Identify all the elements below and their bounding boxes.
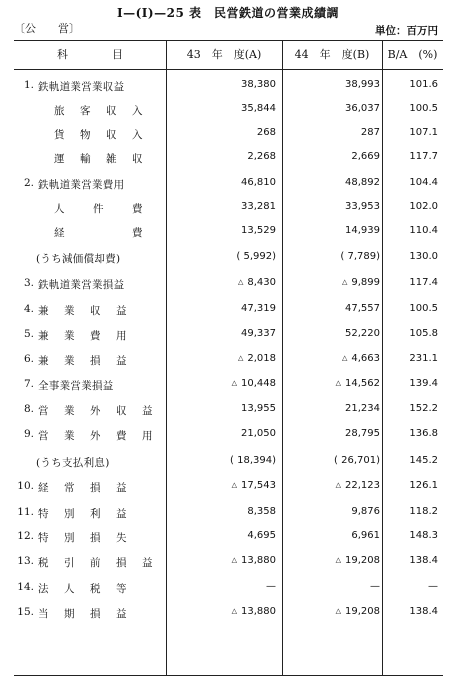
negative-mark: △ bbox=[341, 354, 348, 362]
row-number: 15. bbox=[17, 606, 34, 618]
value-ratio bbox=[380, 555, 438, 566]
cell-value: 102.0 bbox=[409, 201, 438, 212]
value-fy44 bbox=[286, 378, 380, 389]
cell-value: 268 bbox=[256, 127, 276, 138]
row-label: 経 費 bbox=[54, 227, 145, 239]
value-ratio bbox=[380, 506, 438, 517]
row-label: 兼 業 費 用 bbox=[38, 330, 129, 342]
row-label: 特 別 損 失 bbox=[38, 532, 129, 544]
unit-label: 単位：百万円 bbox=[375, 25, 438, 37]
value-fy43 bbox=[172, 378, 276, 389]
category-label: 〔公 営〕 bbox=[14, 22, 80, 35]
value-fy43 bbox=[172, 403, 276, 414]
value-fy43 bbox=[172, 606, 276, 617]
cell-value: 46,810 bbox=[241, 177, 276, 188]
negative-mark: △ bbox=[237, 354, 244, 362]
row-number: 11. bbox=[17, 506, 34, 518]
cell-value: 9,899 bbox=[351, 277, 380, 288]
value-fy44 bbox=[286, 581, 380, 592]
row-number: 1. bbox=[23, 79, 34, 91]
table-row bbox=[14, 455, 443, 479]
table-row bbox=[14, 177, 443, 201]
cell-value: 13,529 bbox=[241, 225, 276, 236]
value-fy44 bbox=[286, 530, 380, 541]
value-fy44 bbox=[286, 480, 380, 491]
value-ratio bbox=[380, 353, 438, 364]
table-row bbox=[14, 127, 443, 151]
row-number: 12. bbox=[17, 530, 34, 542]
table-row bbox=[14, 303, 443, 327]
value-fy43 bbox=[172, 151, 276, 162]
row-label: 税 引 前 損 益 bbox=[38, 557, 155, 569]
value-fy43 bbox=[172, 79, 276, 90]
cell-value: 14,562 bbox=[345, 378, 380, 389]
value-fy44 bbox=[286, 455, 380, 466]
value-ratio bbox=[380, 127, 438, 138]
row-label: 特 別 利 益 bbox=[38, 508, 129, 520]
row-number: 5. bbox=[23, 328, 34, 340]
value-ratio bbox=[380, 403, 438, 414]
table-row bbox=[14, 480, 443, 504]
cell-value: 104.4 bbox=[409, 177, 438, 188]
value-ratio bbox=[380, 303, 438, 314]
negative-mark: △ bbox=[335, 607, 341, 615]
negative-mark: △ bbox=[335, 556, 341, 564]
row-label: 鉄軌道業営業費用 bbox=[38, 179, 125, 191]
cell-value: ( 5,992) bbox=[236, 251, 276, 262]
table-row bbox=[14, 103, 443, 127]
cell-value: 138.4 bbox=[409, 555, 438, 566]
table-row bbox=[14, 251, 443, 275]
value-ratio bbox=[380, 277, 438, 288]
value-fy43 bbox=[172, 127, 276, 138]
negative-mark: △ bbox=[335, 481, 341, 489]
value-fy43 bbox=[172, 480, 276, 491]
cell-value: 118.2 bbox=[409, 506, 438, 517]
value-ratio bbox=[380, 378, 438, 389]
cell-value: 117.4 bbox=[409, 277, 438, 288]
cell-value: 14,939 bbox=[345, 225, 380, 236]
value-ratio bbox=[380, 79, 438, 90]
value-fy43 bbox=[172, 103, 276, 114]
cell-value: 9,876 bbox=[351, 506, 380, 517]
table-row bbox=[14, 555, 443, 579]
value-fy44 bbox=[286, 328, 380, 339]
value-fy44 bbox=[286, 127, 380, 138]
cell-value: 13,880 bbox=[241, 555, 276, 566]
header-fy43: 43 年 度(A) bbox=[186, 48, 262, 61]
value-ratio bbox=[380, 530, 438, 541]
negative-mark: △ bbox=[341, 278, 348, 286]
table-row bbox=[14, 201, 443, 225]
negative-mark: △ bbox=[237, 278, 244, 286]
value-fy44 bbox=[286, 151, 380, 162]
value-ratio bbox=[380, 455, 438, 466]
cell-value: 126.1 bbox=[409, 480, 438, 491]
value-ratio bbox=[380, 225, 438, 236]
value-fy43 bbox=[172, 277, 276, 288]
table-row bbox=[14, 225, 443, 249]
cell-value: 231.1 bbox=[409, 353, 438, 364]
row-label: 兼 業 収 益 bbox=[38, 305, 129, 317]
cell-value: — bbox=[370, 581, 380, 592]
table-row bbox=[14, 403, 443, 427]
cell-value: 2,018 bbox=[247, 353, 276, 364]
cell-value: 38,993 bbox=[345, 79, 380, 90]
cell-value: 47,319 bbox=[241, 303, 276, 314]
table-row bbox=[14, 328, 443, 352]
negative-mark: △ bbox=[231, 607, 237, 615]
cell-value: 21,234 bbox=[345, 403, 380, 414]
value-fy43 bbox=[172, 428, 276, 439]
cell-value: 107.1 bbox=[409, 127, 438, 138]
row-label: 経 常 損 益 bbox=[38, 482, 129, 494]
table-row bbox=[14, 353, 443, 377]
value-fy44 bbox=[286, 353, 380, 364]
row-number: 2. bbox=[23, 177, 34, 189]
value-ratio bbox=[380, 201, 438, 212]
cell-value: 101.6 bbox=[409, 79, 438, 90]
negative-mark: △ bbox=[335, 379, 341, 387]
cell-value: 33,281 bbox=[241, 201, 276, 212]
cell-value: — bbox=[266, 581, 276, 592]
row-number: 13. bbox=[17, 555, 34, 567]
value-fy44 bbox=[286, 606, 380, 617]
value-ratio bbox=[380, 251, 438, 262]
cell-value: 49,337 bbox=[241, 328, 276, 339]
cell-value: 2,669 bbox=[351, 151, 380, 162]
row-label: 鉄軌道業営業損益 bbox=[38, 279, 125, 291]
operating-results-table bbox=[14, 40, 443, 676]
cell-value: — bbox=[428, 581, 438, 592]
row-label: 貨 物 収 入 bbox=[54, 129, 145, 141]
row-label: 人 件 費 bbox=[54, 203, 145, 215]
cell-value: 148.3 bbox=[409, 530, 438, 541]
value-fy44 bbox=[286, 225, 380, 236]
value-fy43 bbox=[172, 177, 276, 188]
cell-value: 139.4 bbox=[409, 378, 438, 389]
cell-value: 138.4 bbox=[409, 606, 438, 617]
value-fy43 bbox=[172, 530, 276, 541]
value-fy43 bbox=[172, 201, 276, 212]
cell-value: 10,448 bbox=[241, 378, 276, 389]
value-fy44 bbox=[286, 506, 380, 517]
table-row bbox=[14, 378, 443, 402]
cell-value: 8,358 bbox=[247, 506, 276, 517]
cell-value: 33,953 bbox=[345, 201, 380, 212]
row-label: 営 業 外 費 用 bbox=[38, 430, 155, 442]
row-label: 鉄軌道業営業収益 bbox=[38, 81, 125, 93]
row-number: 10. bbox=[17, 480, 34, 492]
row-label: 営 業 外 収 益 bbox=[38, 405, 155, 417]
row-number: 6. bbox=[23, 353, 34, 365]
value-fy43 bbox=[172, 353, 276, 364]
row-label: 旅 客 収 入 bbox=[54, 105, 145, 117]
table-row bbox=[14, 428, 443, 452]
cell-value: 152.2 bbox=[409, 403, 438, 414]
cell-value: 100.5 bbox=[409, 303, 438, 314]
cell-value: 19,208 bbox=[345, 555, 380, 566]
header-ratio: B/A (%) bbox=[387, 48, 438, 61]
row-label: (うち減価償却費) bbox=[36, 253, 121, 265]
cell-value: 38,380 bbox=[241, 79, 276, 90]
row-label: 当 期 損 益 bbox=[38, 608, 129, 620]
row-label: 法 人 税 等 bbox=[38, 583, 129, 595]
value-ratio bbox=[380, 428, 438, 439]
table-row bbox=[14, 79, 443, 103]
value-fy43 bbox=[172, 303, 276, 314]
row-number: 3. bbox=[23, 277, 34, 289]
cell-value: 4,663 bbox=[351, 353, 380, 364]
value-fy44 bbox=[286, 79, 380, 90]
table-row bbox=[14, 530, 443, 554]
value-fy44 bbox=[286, 303, 380, 314]
cell-value: 35,844 bbox=[241, 103, 276, 114]
row-number: 7. bbox=[23, 378, 34, 390]
value-fy44 bbox=[286, 555, 380, 566]
cell-value: 145.2 bbox=[409, 455, 438, 466]
cell-value: ( 18,394) bbox=[230, 455, 276, 466]
table-title: Ⅰ—(Ⅰ)—25 表 民営鉄道の営業成績調 bbox=[117, 6, 339, 20]
cell-value: 110.4 bbox=[409, 225, 438, 236]
cell-value: 6,961 bbox=[351, 530, 380, 541]
cell-value: 48,892 bbox=[345, 177, 380, 188]
row-label: (うち支払利息) bbox=[36, 457, 110, 469]
cell-value: 136.8 bbox=[409, 428, 438, 439]
value-fy44 bbox=[286, 201, 380, 212]
value-fy44 bbox=[286, 103, 380, 114]
value-ratio bbox=[380, 606, 438, 617]
cell-value: 19,208 bbox=[345, 606, 380, 617]
table-row bbox=[14, 606, 443, 630]
cell-value: 287 bbox=[360, 127, 380, 138]
cell-value: 4,695 bbox=[247, 530, 276, 541]
negative-mark: △ bbox=[231, 556, 237, 564]
row-label: 兼 業 損 益 bbox=[38, 355, 129, 367]
table-header bbox=[14, 41, 443, 70]
value-fy44 bbox=[286, 277, 380, 288]
row-number: 4. bbox=[23, 303, 34, 315]
cell-value: 36,037 bbox=[345, 103, 380, 114]
value-fy43 bbox=[172, 251, 276, 262]
row-label: 全事業営業損益 bbox=[38, 380, 114, 392]
row-number: 8. bbox=[23, 403, 34, 415]
value-ratio bbox=[380, 328, 438, 339]
value-fy43 bbox=[172, 506, 276, 517]
row-number: 9. bbox=[23, 428, 34, 440]
cell-value: 21,050 bbox=[241, 428, 276, 439]
cell-value: 105.8 bbox=[409, 328, 438, 339]
table-row bbox=[14, 506, 443, 530]
table-row bbox=[14, 277, 443, 301]
negative-mark: △ bbox=[231, 379, 237, 387]
cell-value: ( 26,701) bbox=[334, 455, 380, 466]
value-ratio bbox=[380, 581, 438, 592]
cell-value: 28,795 bbox=[345, 428, 380, 439]
header-subject: 科 目 bbox=[57, 48, 123, 61]
row-number: 14. bbox=[17, 581, 34, 593]
value-fy43 bbox=[172, 455, 276, 466]
cell-value: 47,557 bbox=[345, 303, 380, 314]
negative-mark: △ bbox=[231, 481, 237, 489]
value-fy44 bbox=[286, 251, 380, 262]
value-fy44 bbox=[286, 403, 380, 414]
cell-value: 52,220 bbox=[345, 328, 380, 339]
value-ratio bbox=[380, 480, 438, 491]
cell-value: 8,430 bbox=[247, 277, 276, 288]
value-fy44 bbox=[286, 428, 380, 439]
cell-value: 100.5 bbox=[409, 103, 438, 114]
cell-value: 13,955 bbox=[241, 403, 276, 414]
cell-value: 117.7 bbox=[409, 151, 438, 162]
value-fy44 bbox=[286, 177, 380, 188]
value-ratio bbox=[380, 103, 438, 114]
value-ratio bbox=[380, 151, 438, 162]
cell-value: ( 7,789) bbox=[340, 251, 380, 262]
cell-value: 17,543 bbox=[241, 480, 276, 491]
table-row bbox=[14, 151, 443, 175]
value-fy43 bbox=[172, 555, 276, 566]
header-fy44: 44 年 度(B) bbox=[294, 48, 370, 61]
table-row bbox=[14, 581, 443, 605]
value-ratio bbox=[380, 177, 438, 188]
cell-value: 22,123 bbox=[345, 480, 380, 491]
cell-value: 13,880 bbox=[241, 606, 276, 617]
value-fy43 bbox=[172, 225, 276, 236]
cell-value: 130.0 bbox=[409, 251, 438, 262]
row-label: 運 輸 雑 収 bbox=[54, 153, 145, 165]
cell-value: 2,268 bbox=[247, 151, 276, 162]
value-fy43 bbox=[172, 581, 276, 592]
value-fy43 bbox=[172, 328, 276, 339]
